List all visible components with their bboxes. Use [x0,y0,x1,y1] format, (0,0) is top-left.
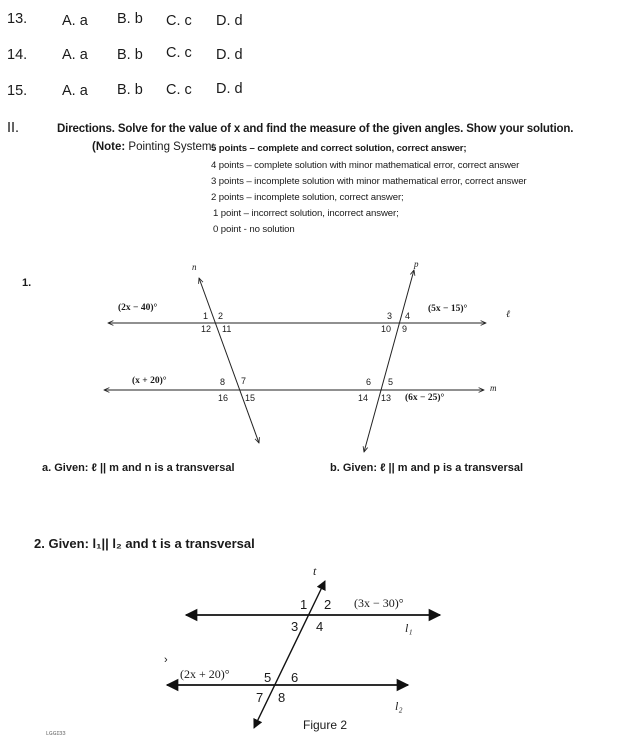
angle-14: 14 [358,393,369,403]
label-m: m [490,383,497,393]
choice-b: B. b [117,82,143,98]
angle-8: 8 [278,690,286,705]
choice-b: B. b [117,47,143,63]
angle-6: 6 [366,377,372,387]
angle-12: 12 [201,324,212,334]
angle-8: 8 [220,377,226,387]
choice-a: A. a [62,13,88,29]
angle-6: 6 [291,670,299,685]
choice-d: D. d [216,13,243,29]
given-b: b. Given: ℓ || m and p is a transversal [330,462,524,474]
given-2: 2. Given: l₁|| l₂ and t is a transversal [34,536,255,551]
expr-right-top: (5x − 15)° [428,304,468,314]
cut-off-text: ʟɢɢɪɜɜ [46,730,66,737]
choice-b: B. b [117,11,143,27]
choice-d: D. d [216,81,243,97]
angle-4: 4 [405,311,411,321]
angle-15: 15 [245,393,256,403]
angle-1: 1 [203,311,209,321]
angle-16: 16 [218,393,229,403]
choice-d: D. d [216,47,243,63]
angle-9: 9 [402,324,408,334]
angle-5: 5 [388,377,394,387]
note-rest: Pointing System: [125,141,215,153]
transversal-t [254,581,325,728]
choice-c: C. c [166,82,192,98]
question-number: 13. [7,11,28,27]
expr-bottom: (2x + 20)° [180,667,230,681]
given-a: a. Given: ℓ || m and n is a transversal [42,462,235,474]
angle-11: 11 [222,324,232,334]
expr-top: (3x − 30)° [354,596,404,610]
points-3: 3 points – incomplete solution with minor mathematical error, correct answer [211,176,527,187]
choice-c: C. c [166,45,192,61]
stray-mark: › [164,654,168,666]
question-number: 14. [7,47,28,63]
note-prefix: (Note: [92,141,126,153]
points-2: 2 points – incomplete solution, correct answer; [211,192,404,203]
angle-1: 1 [300,597,308,612]
expr-right-bottom: (6x − 25)° [405,393,445,403]
angle-2: 2 [218,311,224,321]
angle-3: 3 [291,619,299,634]
label-l: ℓ [506,309,511,320]
problem-1-number: 1. [22,277,32,289]
angle-3: 3 [387,311,393,321]
expr-left-top: (2x − 40)° [118,303,158,313]
question-number: 15. [7,83,28,99]
angle-10: 10 [381,324,392,334]
angle-5: 5 [264,670,272,685]
label-l2: l₂ [395,699,403,713]
points-5: 5 points – complete and correct solution, correct answer; [211,143,467,154]
figure-caption: Figure 2 [303,718,348,732]
angle-7: 7 [241,376,247,386]
points-1: 1 point – incorrect solution, incorrect answer; [213,208,399,219]
angle-2: 2 [324,597,332,612]
points-4: 4 points – complete solution with minor mathematical error, correct answer [211,160,520,171]
angle-4: 4 [316,619,324,634]
angle-7: 7 [256,690,264,705]
choice-c: C. c [166,13,192,29]
choice-a: A. a [62,47,88,63]
points-0: 0 point - no solution [213,224,295,235]
section-roman: II. [7,120,20,136]
expr-left-bottom: (x + 20)° [132,376,167,386]
angle-13: 13 [381,393,392,403]
choice-a: A. a [62,83,88,99]
label-l1: l₁ [405,621,413,635]
label-p: p [414,259,419,269]
label-t: t [313,564,317,578]
directions-text: Directions. Solve for the value of x and find the measure of the given angles. Show your solution. [57,123,574,135]
label-n: n [192,262,197,272]
